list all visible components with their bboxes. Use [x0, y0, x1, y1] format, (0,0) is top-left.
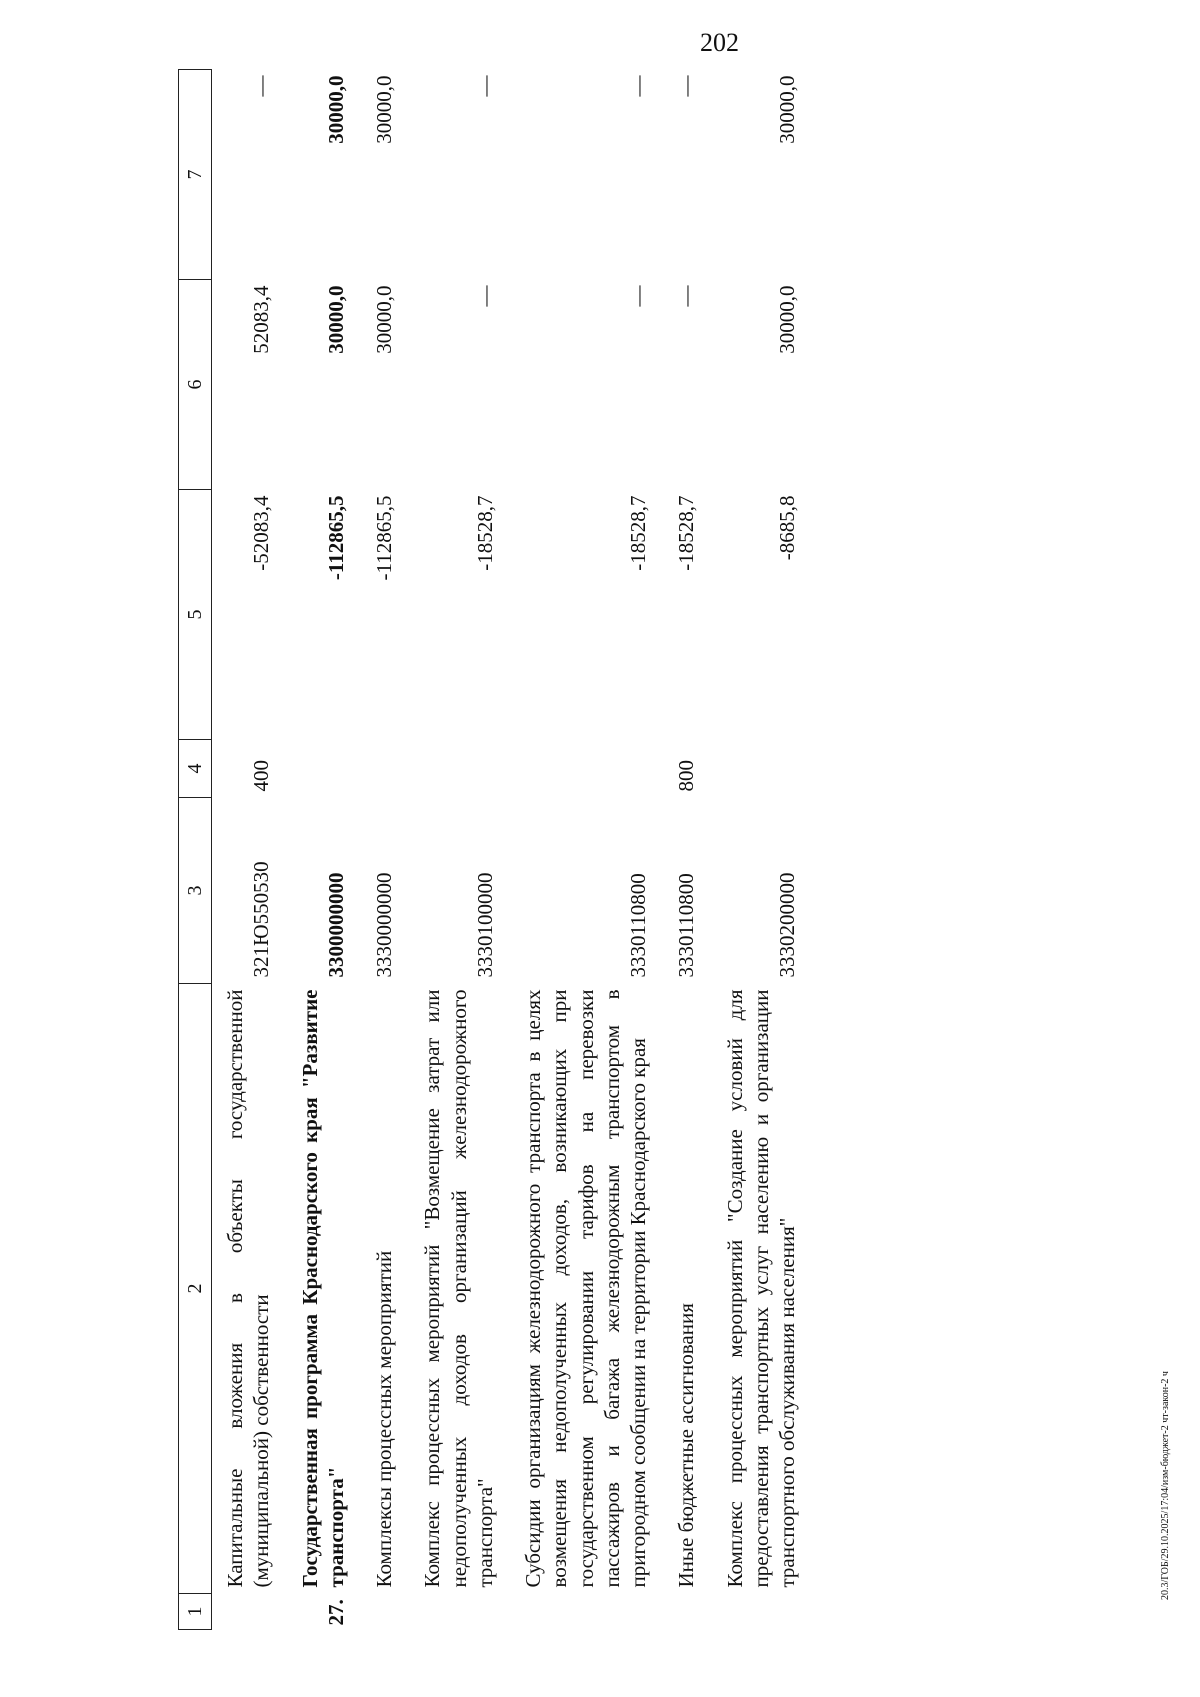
row-value-7: 30000,0 — [775, 75, 799, 144]
row-name: Государственная программа Краснодарского края "Развитие транспорта" — [297, 989, 348, 1588]
column-header: 2 — [179, 984, 212, 1594]
row-value-7: — — [674, 75, 699, 97]
table-row — [712, 70, 813, 1630]
row-value-5: -112865,5 — [323, 495, 348, 581]
column-header: 7 — [179, 70, 212, 280]
row-type — [409, 740, 510, 798]
row-code: 3330110800 — [626, 873, 650, 978]
row-name: Комплексы процессных мероприятий — [372, 1250, 396, 1588]
row-name: Иные бюджетные ассигнования — [674, 1303, 699, 1588]
row-type — [712, 740, 813, 798]
row-number — [712, 1594, 813, 1630]
row-value-5: -112865,5 — [372, 495, 396, 581]
row-number — [409, 1594, 510, 1630]
row-value-6: — — [472, 285, 497, 307]
row-type — [287, 740, 362, 798]
row-code: 3330100000 — [472, 872, 497, 978]
column-header: 1 — [179, 1594, 212, 1630]
row-value-6: — — [674, 285, 699, 307]
row-value-6: 30000,0 — [372, 285, 396, 354]
row-value-5: -18528,7 — [626, 495, 650, 571]
row-value-6: 52083,4 — [249, 285, 274, 354]
row-code: 3330000000 — [372, 872, 396, 978]
row-value-6: 30000,0 — [775, 285, 799, 354]
table-row — [361, 70, 409, 1630]
table-header-row — [179, 70, 212, 1630]
row-code: 321Ю550530 — [249, 861, 274, 978]
row-value-5: -8685,8 — [775, 495, 799, 561]
row-type: 800 — [674, 760, 699, 792]
column-header: 5 — [179, 490, 212, 740]
row-type — [510, 740, 663, 798]
row-number — [212, 1594, 287, 1630]
column-header: 3 — [179, 798, 212, 984]
row-value-7: 30000,0 — [323, 75, 348, 144]
row-number — [663, 1594, 711, 1630]
table-row — [510, 70, 663, 1630]
row-number — [510, 1594, 663, 1630]
row-name: Комплекс процессных мероприятий "Создание условий для предоставления транспортных услуг населению и организации транспортного обслуживания населения" — [722, 989, 799, 1588]
budget-table — [178, 69, 812, 1630]
document-footer-code: 20.3/ГОБ/29.10.2025/17:04/изм-бюджет-2 чт-закон-2 ч — [1160, 1371, 1171, 1600]
row-value-6: — — [626, 285, 650, 307]
row-number: 27. — [323, 1599, 348, 1626]
row-type — [361, 740, 409, 798]
row-type: 400 — [249, 760, 274, 792]
row-code: 3330110800 — [674, 873, 699, 978]
row-value-5: -18528,7 — [472, 495, 497, 571]
page-number: 202 — [700, 28, 739, 57]
row-code: 3300000000 — [323, 872, 348, 978]
table-row — [212, 70, 287, 1630]
table-row — [663, 70, 711, 1630]
row-value-7: — — [249, 75, 274, 97]
row-number — [361, 1594, 409, 1630]
table-row-program — [287, 70, 362, 1630]
row-value-7: — — [472, 75, 497, 97]
row-name: Субсидии организациям железнодорожного транспорта в целях возмещения недополученных доходов, возникающих при государственном регулировании тарифов на перевозки пассажиров и багажа железнодорожным транспортом в пригородном сообщении на территории Краснодарского края — [521, 989, 650, 1588]
row-value-7: 30000,0 — [372, 75, 396, 144]
row-value-5: -52083,4 — [249, 495, 274, 571]
column-header: 6 — [179, 280, 212, 490]
row-name: Комплекс процессных мероприятий "Возмещение затрат или недополученных доходов организаций железнодорожного транспорта" — [420, 989, 497, 1588]
budget-table-rotated — [178, 70, 1098, 1630]
row-name: Капитальные вложения в объекты государственной (муниципальной) собственности — [223, 989, 274, 1588]
table-row — [409, 70, 510, 1630]
row-value-7: — — [626, 75, 650, 97]
row-code: 3330200000 — [775, 872, 799, 978]
row-value-6: 30000,0 — [323, 285, 348, 354]
row-value-5: -18528,7 — [674, 495, 699, 571]
column-header: 4 — [179, 740, 212, 798]
